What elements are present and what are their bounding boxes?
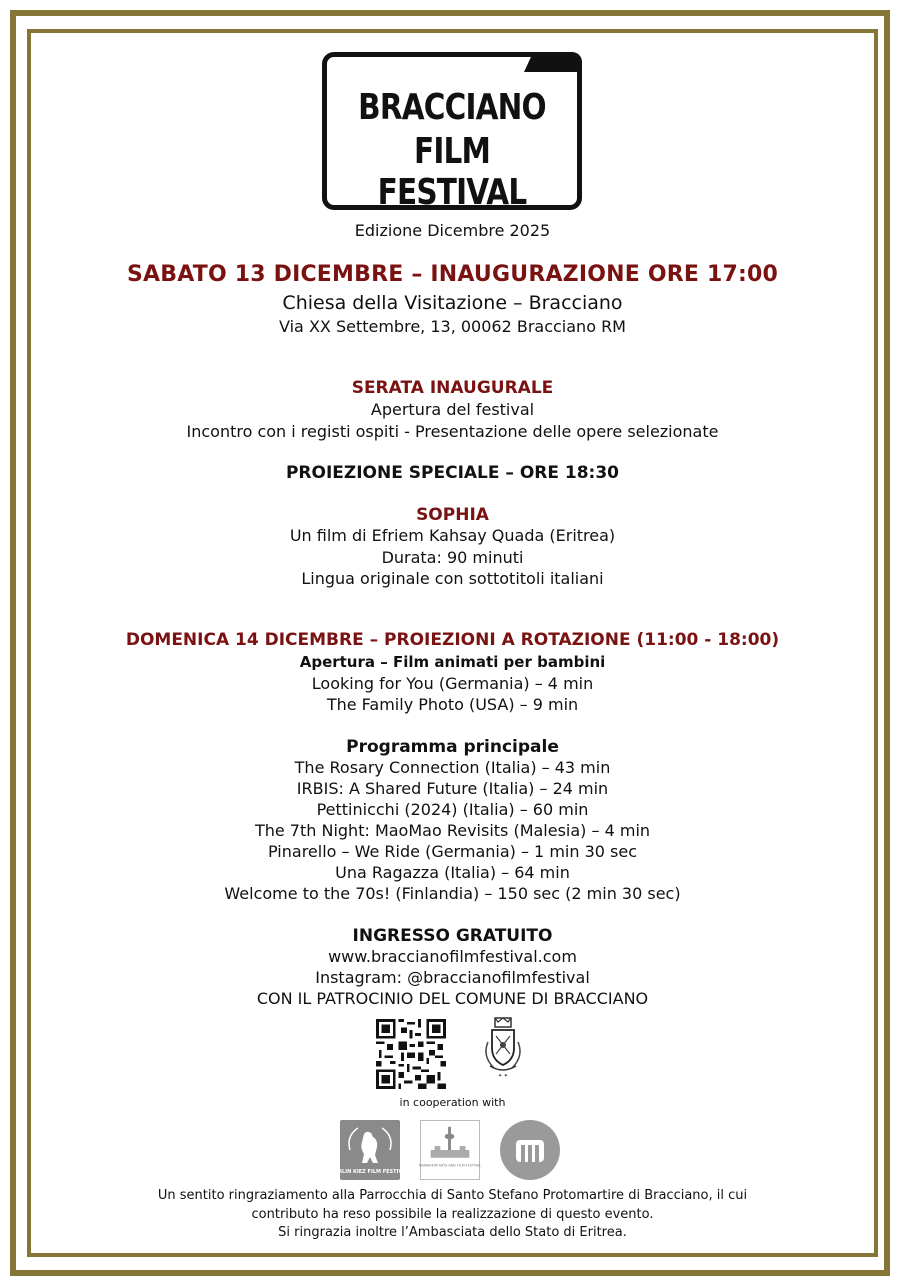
sunday-heading: DOMENICA 14 DICEMBRE – PROIEZIONI A ROTAZIONE (11:00 - 18:00): [125, 630, 780, 650]
logo-line-1: BRACCIANO: [358, 87, 546, 128]
kids-film: The Family Photo (USA) – 9 min: [326, 695, 579, 714]
bear-icon: [330, 1120, 410, 1180]
mannheim-festival-logo: [420, 1120, 480, 1180]
thanks-line-2: contributo ha reso possibile la realizzazione di questo evento.: [251, 1207, 654, 1222]
free-entry: INGRESSO GRATUITO: [352, 926, 553, 946]
saturday-venue: Chiesa della Visitazione – Bracciano: [282, 292, 623, 314]
svg-text:✦ ✦: ✦ ✦: [498, 1073, 508, 1079]
saturday-address: Via XX Settembre, 13, 00062 Bracciano RM: [279, 317, 626, 336]
main-film: Pettinicchi (2024) (Italia) – 60 min: [316, 800, 589, 819]
logo-folder-tab: [524, 52, 582, 72]
svg-text:BERLIN KIEZ FILM FESTIVAL: BERLIN KIEZ FILM FESTIVAL: [330, 1169, 410, 1175]
serata-line-1: Apertura del festival: [370, 400, 535, 419]
cooperation-label: in cooperation with: [399, 1096, 506, 1109]
m-letter-icon: [500, 1120, 560, 1180]
sophia-line: Durata: 90 minuti: [381, 548, 524, 567]
comune-crest-icon: [478, 1016, 528, 1078]
svg-text:MANNHEIM ARTS AND FILM FESTIVA: MANNHEIM ARTS AND FILM FESTIVAL: [418, 1163, 482, 1168]
main-film: The Rosary Connection (Italia) – 43 min: [294, 758, 611, 777]
m-circle-logo: [500, 1120, 560, 1180]
thanks-line-1: Un sentito ringraziamento alla Parrocchia di Santo Stefano Protomartire di Bracciano, il cui: [157, 1188, 748, 1203]
main-film: Welcome to the 70s! (Finlandia) – 150 sec (2 min 30 sec): [224, 884, 681, 903]
proiezione-heading: PROIEZIONE SPECIALE – ORE 18:30: [285, 463, 620, 483]
sophia-title: SOPHIA: [416, 505, 489, 525]
logo-line-2: FILM FESTIVAL: [377, 131, 527, 213]
berlin-kiez-logo: [330, 1120, 410, 1180]
kids-heading: Apertura – Film animati per bambini: [299, 653, 606, 671]
edition-label: Edizione Dicembre 2025: [354, 221, 551, 240]
main-film: IRBIS: A Shared Future (Italia) – 24 min: [296, 779, 609, 798]
main-program-heading: Programma principale: [346, 737, 559, 757]
qr-code-icon[interactable]: [376, 1019, 446, 1089]
website-link[interactable]: www.braccianofilmfestival.com: [328, 947, 577, 966]
main-film: Pinarello – We Ride (Germania) – 1 min 30 sec: [268, 842, 637, 861]
serata-heading: SERATA INAUGURALE: [351, 378, 554, 398]
tower-icon: [418, 1121, 482, 1179]
main-film: The 7th Night: MaoMao Revisits (Malesia) – 4 min: [254, 821, 651, 840]
patronage-text: CON IL PATROCINIO DEL COMUNE DI BRACCIANO: [256, 989, 649, 1008]
sophia-line: Lingua originale con sottotitoli italiani: [301, 569, 604, 588]
sophia-line: Un film di Efriem Kahsay Quada (Eritrea): [289, 526, 616, 545]
serata-line-2: Incontro con i registi ospiti - Presentazione delle opere selezionate: [186, 422, 719, 441]
saturday-heading: SABATO 13 DICEMBRE – INAUGURAZIONE ORE 17:00: [127, 262, 778, 287]
main-film: Una Ragazza (Italia) – 64 min: [335, 863, 570, 882]
thanks-line-3: Si ringrazia inoltre l’Ambasciata dello Stato di Eritrea.: [278, 1225, 627, 1240]
kids-film: Looking for You (Germania) – 4 min: [311, 674, 594, 693]
instagram-link[interactable]: Instagram: @braccianofilmfestival: [315, 968, 590, 987]
festival-logo: [322, 52, 582, 213]
